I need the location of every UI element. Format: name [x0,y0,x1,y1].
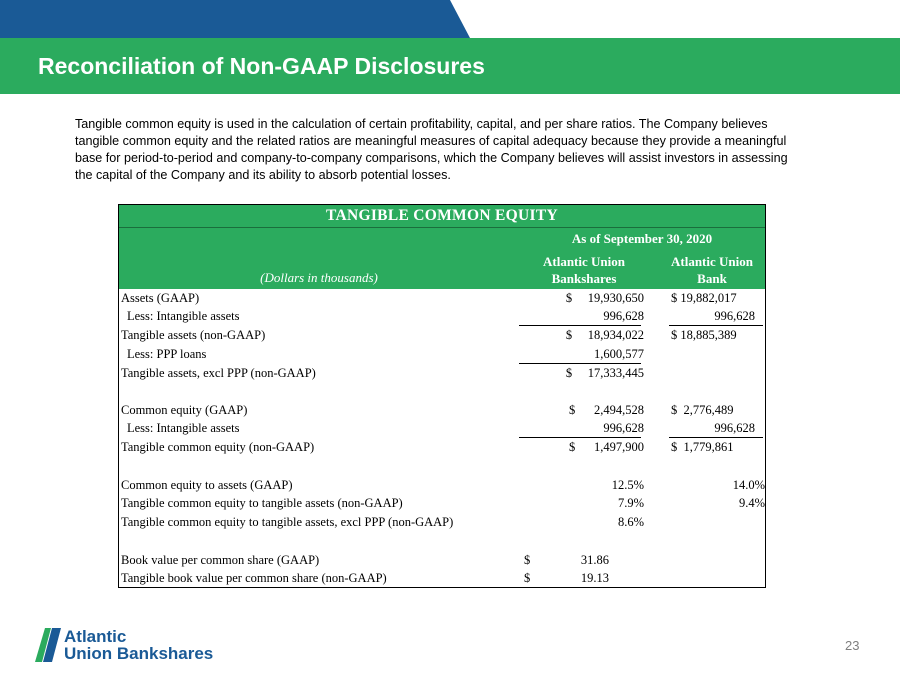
column-header-bank: Atlantic Union Bank [671,254,753,286]
bankshares-value: $ 19,930,650 [565,291,644,305]
top-accent-gap [470,0,900,38]
table-row [119,494,765,512]
row-label: Common equity to assets (GAAP) [121,478,293,492]
bankshares-value: $ 18,934,022 [565,328,644,342]
bank-value: $ 18,885,389 [671,328,737,342]
row-label: Less: Intangible assets [127,421,240,435]
row-label: Assets (GAAP) [121,291,200,305]
bank-value: $ 2,776,489 [671,403,734,417]
page-number: 23 [845,638,860,653]
intro-paragraph: Tangible common equity is used in the calculation of certain profitability, capital, and per share ratios. The Company believes tangible common equity and the related ratios are meaningful measures of capital adequacy because they provide a meaningful base for period-to-period and company-to-company comparisons, which the Company believes will assist investors in assessing the capital of the Company and its ability to absorb potential losses. [75,117,788,182]
bankshares-value: 31.86 [580,553,609,567]
units-label: (Dollars in thousands) [260,270,378,285]
bank-value: 996,628 [714,309,755,323]
bank-value: 996,628 [714,421,755,435]
bankshares-value: 7.9% [617,496,644,510]
row-label: Less: PPP loans [127,347,207,361]
table-row [119,569,765,587]
table-row [119,438,765,456]
column-header-bankshares: Atlantic Union Bankshares [543,254,625,286]
as-of-date: As of September 30, 2020 [571,231,713,246]
logo-wordmark: Atlantic Union Bankshares [64,627,214,663]
bankshares-value: $ 1,497,900 [569,440,644,454]
row-label: Tangible assets (non-GAAP) [121,328,266,342]
bankshares-value: 996,628 [603,309,644,323]
bank-value: $ 1,779,861 [671,440,734,454]
table-row [119,307,765,325]
bankshares-value: 1,600,577 [594,347,644,361]
company-logo [35,628,265,664]
row-label: Tangible book value per common share (non-GAAP) [121,571,387,585]
row-label: Common equity (GAAP) [121,403,248,417]
dollar-sign: $ [524,571,531,585]
bankshares-value: 19.13 [580,571,609,585]
bankshares-value: 996,628 [603,421,644,435]
bankshares-value: 12.5% [611,478,644,492]
table-row [119,364,765,382]
dollar-sign: $ [524,553,531,567]
bank-value: $ 19,882,017 [671,291,737,305]
bankshares-value: 8.6% [617,515,644,529]
row-label: Tangible common equity to tangible assets (non-GAAP) [121,496,403,510]
tangible-common-equity-table [118,204,766,588]
table-row [119,419,765,437]
table-row [119,551,765,569]
table-row [119,326,765,344]
bankshares-value: $ 2,494,528 [569,403,644,417]
bank-value: 9.4% [738,496,765,510]
row-label: Less: Intangible assets [127,309,240,323]
row-label: Tangible common equity (non-GAAP) [121,440,315,454]
table-row [119,401,765,419]
table-row [119,513,765,531]
bankshares-value: $ 17,333,445 [565,366,644,380]
row-label: Tangible common equity to tangible assets, excl PPP (non-GAAP) [121,515,454,529]
table-row [119,345,765,363]
row-label: Tangible assets, excl PPP (non-GAAP) [121,366,316,380]
flag-logo-icon [35,628,63,662]
page-title: Reconciliation of Non-GAAP Disclosures [38,53,485,79]
row-label: Book value per common share (GAAP) [121,553,320,567]
table-header-divider [119,227,765,228]
table-row [119,289,765,307]
bank-value: 14.0% [732,478,765,492]
table-row [119,476,765,494]
top-accent-bar [0,0,470,38]
table-title: TANGIBLE COMMON EQUITY [326,207,558,224]
